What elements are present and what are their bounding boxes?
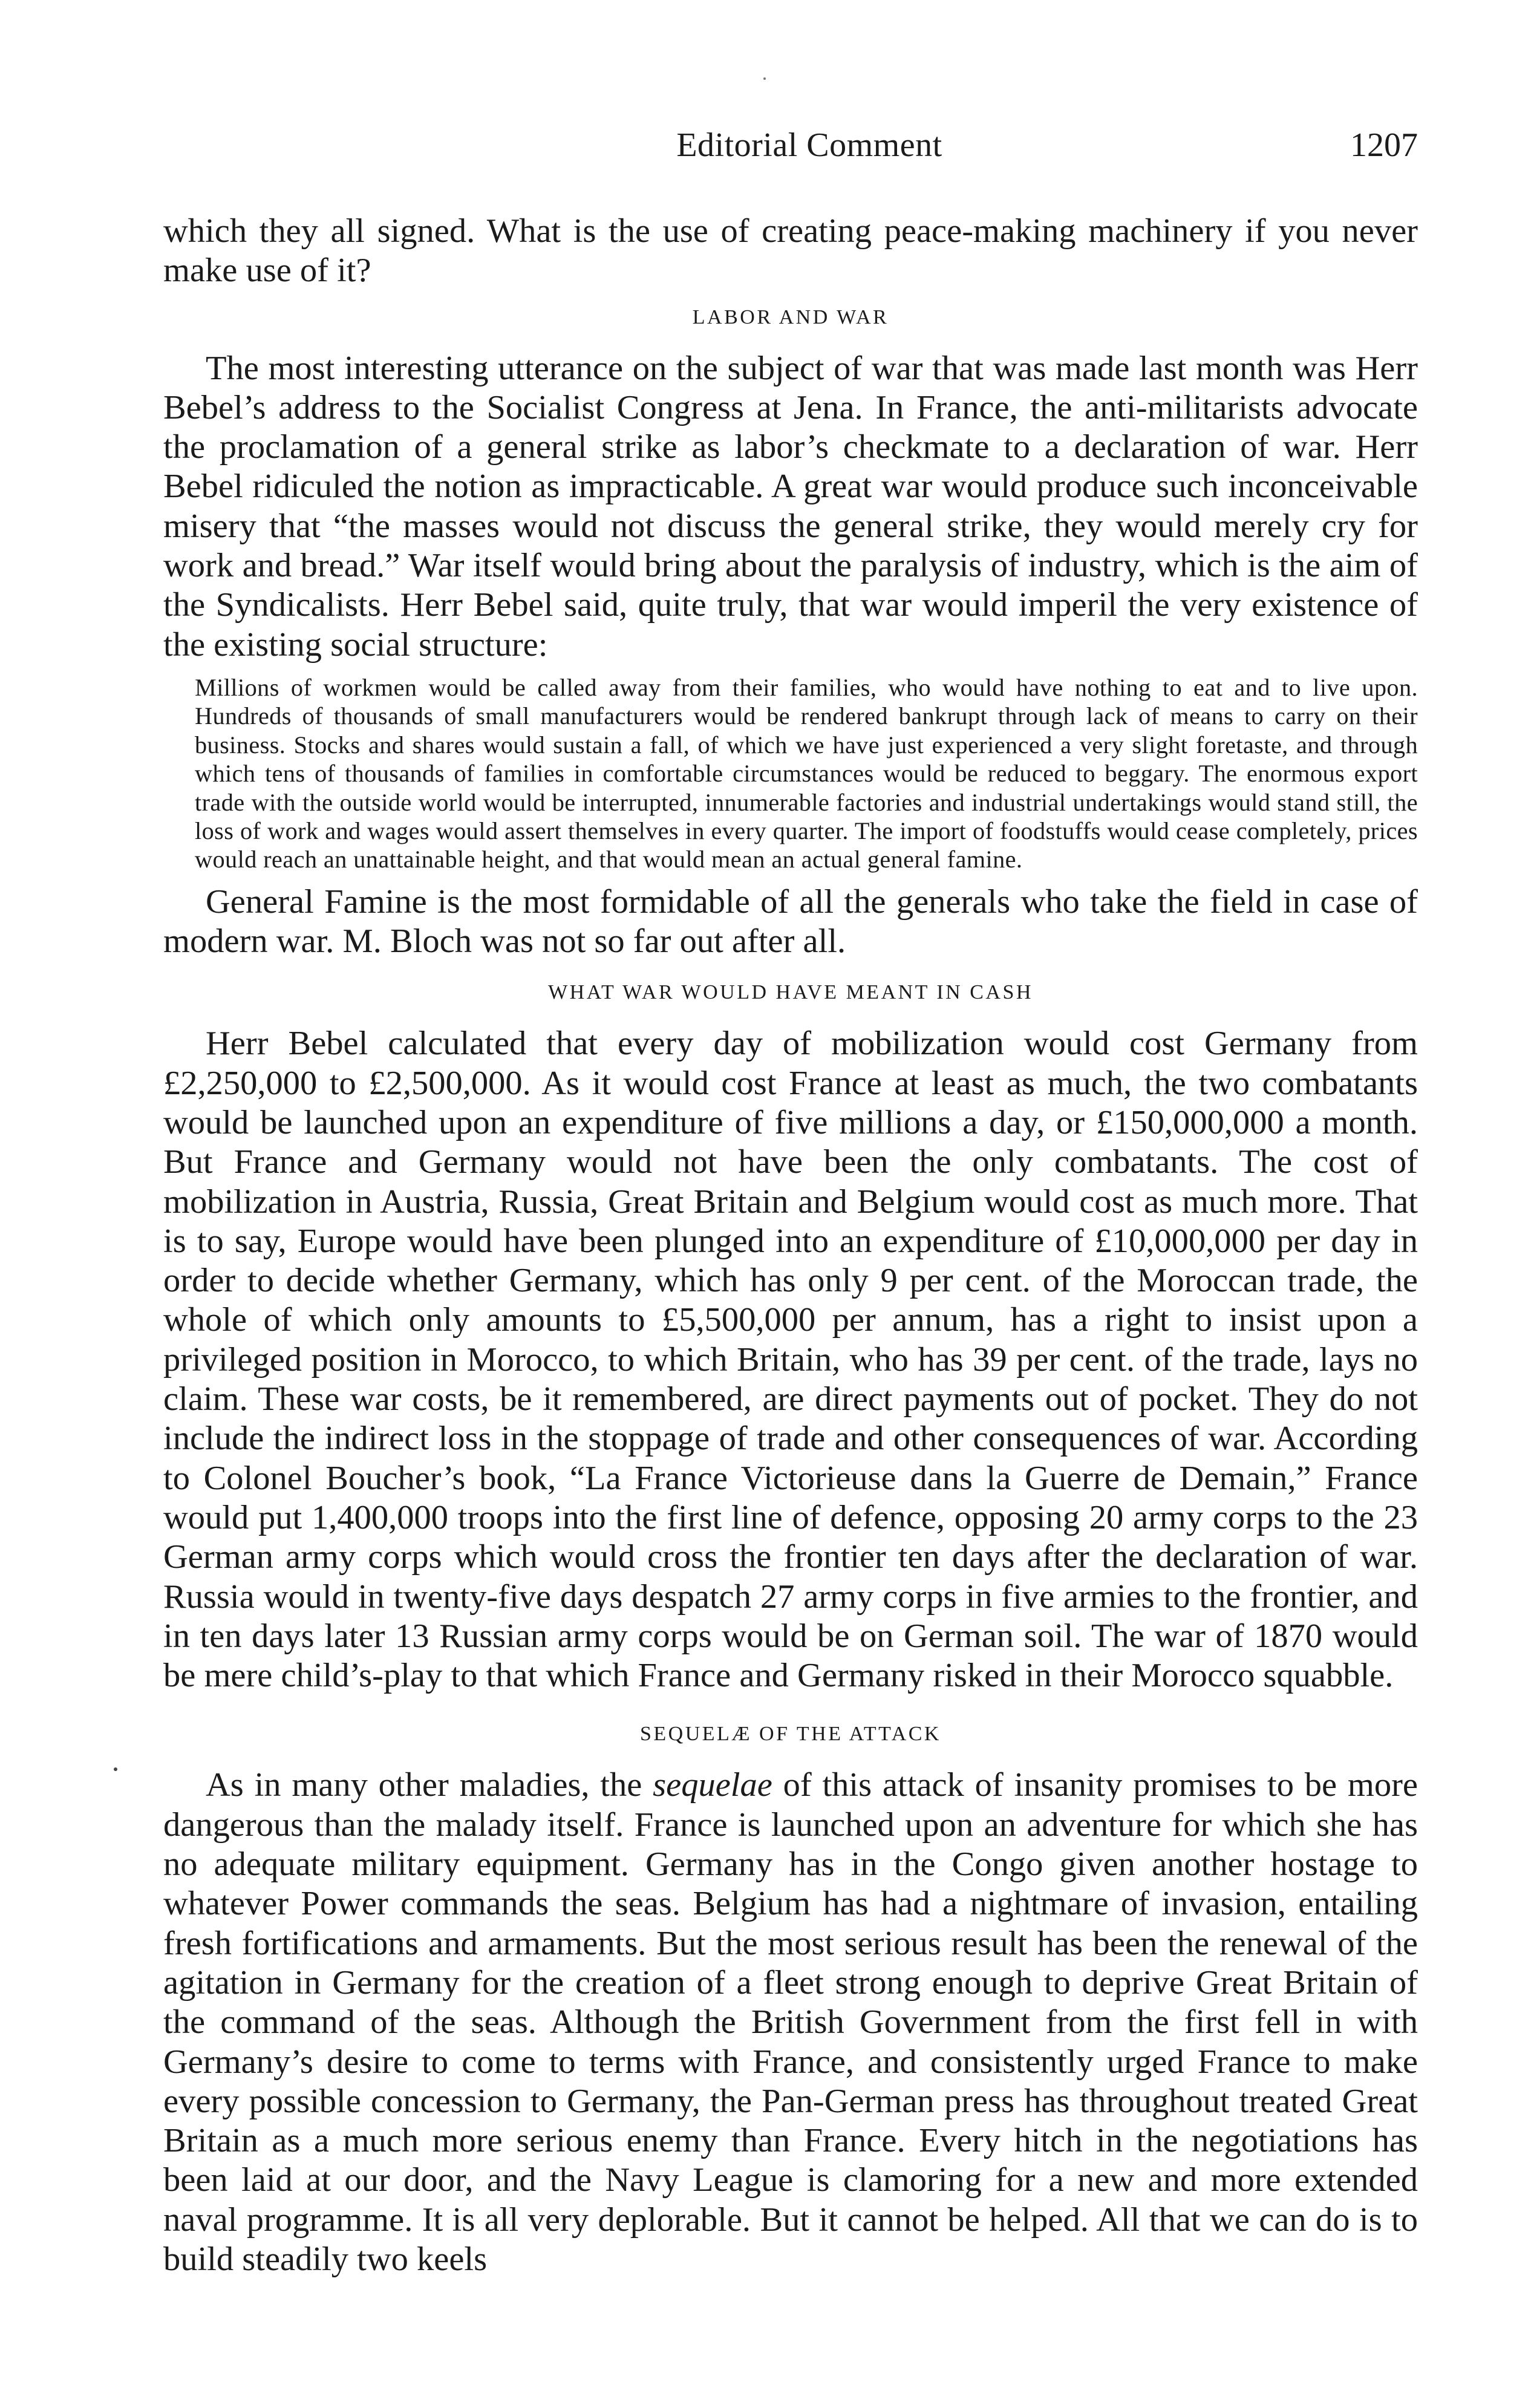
intro-paragraph: which they all signed. What is the use of creating peace-making machinery if you never make use of it?: [163, 212, 1418, 290]
page-body: [163, 212, 1418, 2279]
war-cash-paragraph: Herr Bebel calculated that every day of mobilization would cost Germany from £2,250,000 to £2,500,000. As it would cost France at least as much, the two combatants would be launched upon an expenditure of five millions a day, or £150,000,000 a month. But France and Germany would not have been the only combatants. The cost of mobilization in Austria, Russia, Great Britain and Belgium would cost as much more. That is to say, Europe would have been plunged into an expenditure of £10,000,000 per day in order to decide whether Germany, which has only 9 per cent. of the Moroccan trade, the whole of which only amounts to £5,500,000 per annum, has a right to insist upon a privileged position in Morocco, to which Britain, who has 39 per cent. of the trade, lays no claim. These war costs, be it remembered, are direct payments out of pocket. They do not include the indirect loss in the stoppage of trade and other consequences of war. According to Colonel Boucher’s book, “La France Victorieuse dans la Guerre de Demain,” France would put 1,400,000 troops into the first line of defence, opposing 20 army corps to the 23 German army corps which would cross the frontier ten days after the declaration of war. Russia would in twenty-five days despatch 27 army corps in five armies to the frontier, and in ten days later 13 Russian army corps would be on German soil. The war of 1870 would be mere child’s-play to that which France and Germany risked in their Morocco squabble.: [163, 1025, 1418, 1695]
general-famine-paragraph: General Famine is the most formidable of all the generals who take the field in case of modern war. M. Bloch was not so far out after all.: [163, 883, 1418, 961]
ink-speck: [763, 77, 766, 80]
labor-and-war-paragraph: The most interesting utterance on the subject of war that was made last month was Herr Bebel’s address to the Socialist Congress at Jena. In France, the anti-militarists advocate the proclamation of a general strike as labor’s checkmate to a declaration of war. Herr Bebel ridiculed the notion as impracticable. A great war would produce such inconceivable misery that “the masses would not discuss the general strike, they would merely cry for work and bread.” War itself would bring about the paralysis of industry, which is the aim of the Syndicalists. Herr Bebel said, quite truly, that war would imperil the very existence of the existing social structure:: [163, 349, 1418, 664]
page-number: 1207: [1350, 126, 1418, 164]
section-heading-sequelae: SEQUELÆ OF THE ATTACK: [639, 1723, 941, 1746]
sequelae-italic-word: sequelae: [653, 1766, 772, 1804]
page-header: [201, 121, 1418, 169]
bebel-quotation: Millions of workmen would be called away from their families, who would have nothing to eat and to live upon. Hundreds of thousands of small manufacturers would be rendered bankrupt through lack of means to carry on their business. Stocks and shares would sustain a fall, of which we have just experienced a very slight foretaste, and through which tens of thousands of families in comfortable circumstances would be reduced to beggary. The enormous export trade with the outside world would be interrupted, innumerable factories and industrial undertakings would stand still, the loss of work and wages would assert themselves in every quarter. The import of foodstuffs would cease completely, prices would reach an unattainable height, and that would mean an actual general famine.: [195, 673, 1418, 873]
sequelae-paragraph: [163, 1766, 1418, 2279]
sequelae-lead-text: As in many other maladies, the: [206, 1766, 653, 1804]
sequelae-rest-text: of this attack of insanity promises to be more dangerous than the malady itself. France is launched upon an adventure for which she has no adequate military equipment. Germany has in the Congo given another hostage to whatever Power commands the seas. Belgium has had a nightmare of invasion, entailing fresh fortifications and armaments. But the most serious result has been the renewal of the agitation in Germany for the creation of a fleet strong enough to deprive Great Britain of the command of the seas. Although the British Government from the first fell in with Germany’s desire to come to terms with France, and consistently urged France to make every possible concession to Germany, the Pan-German press has throughout treated Great Britain as a much more serious enemy than France. Every hitch in the negotiations has been laid at our door, and the Navy League is clamoring for a new and more extended naval programme. It is all very deplorable. But it cannot be helped. All that we can do is to build steadily two keels: [163, 1766, 1418, 2279]
section-heading-labor-and-war: LABOR AND WAR: [692, 305, 889, 328]
section-heading-war-cash: WHAT WAR WOULD HAVE MEANT IN CASH: [548, 981, 1033, 1004]
margin-mark: [114, 1767, 117, 1771]
running-head: Editorial Comment: [676, 126, 942, 164]
